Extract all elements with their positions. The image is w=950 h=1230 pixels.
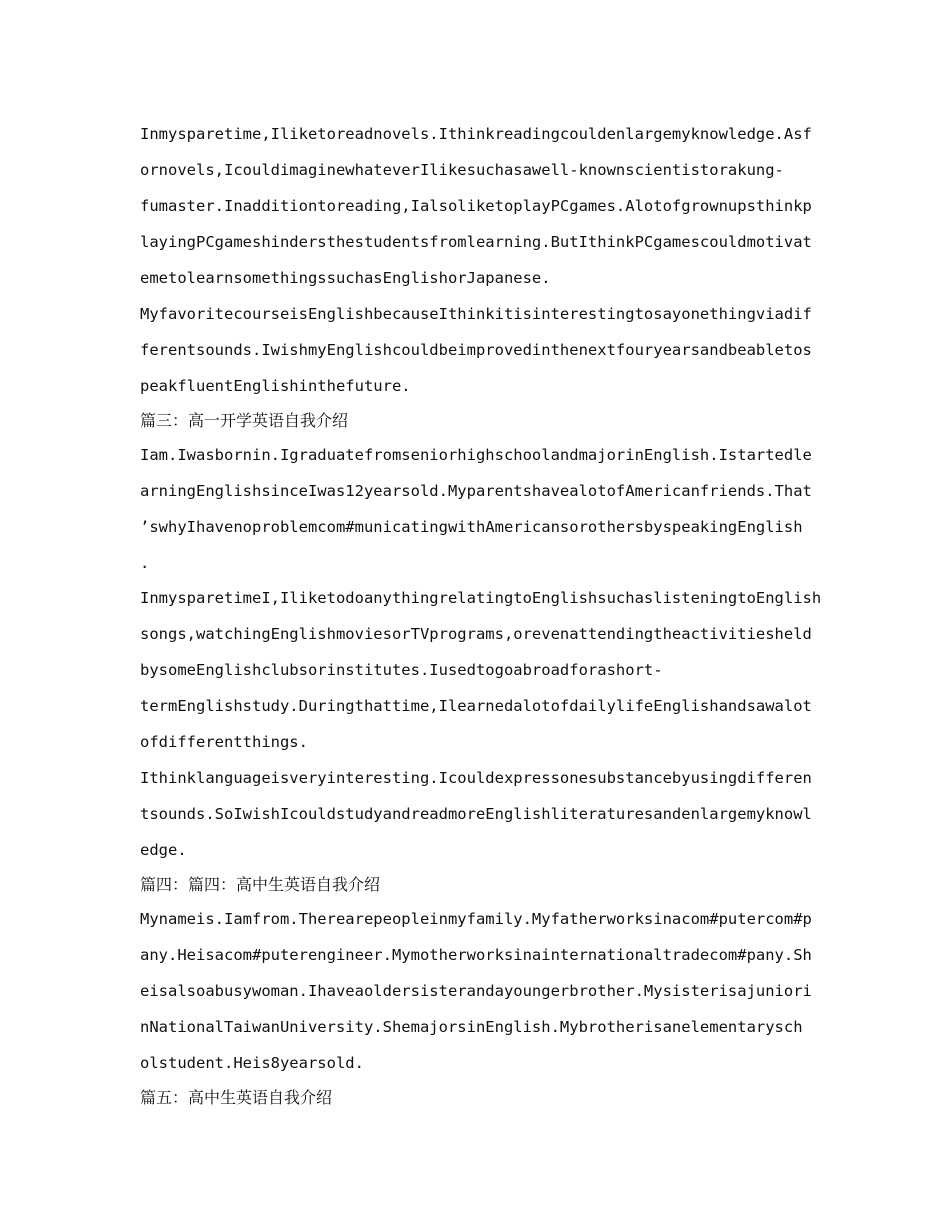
text-line: ornovels,IcouldimaginewhateverIlikesuchasawell-knownscientistorakung- xyxy=(140,161,784,179)
text-line: emetolearnsomethingssuchasEnglishorJapanese. xyxy=(140,269,551,287)
text-line: edge. xyxy=(140,841,187,859)
section-heading-5: 篇五：高中生英语自我介绍 xyxy=(140,1088,333,1107)
text-line: layingPCgameshindersthestudentsfromlearning.ButIthinkPCgamescouldmotivat xyxy=(140,233,812,251)
text-line: . xyxy=(140,554,150,572)
text-line: nNationalTaiwanUniversity.ShemajorsinEnglish.Mybrotherisanelementarysch xyxy=(140,1018,803,1036)
text-line: ’swhyIhavenoproblemcom#municatingwithAmericansorothersbyspeakingEnglish xyxy=(140,518,803,536)
text-line: eisalsoabusywoman.Ihaveaoldersisterandayoungerbrother.Mysisterisajuniori xyxy=(140,982,812,1000)
text-line: peakfluentEnglishinthefuture. xyxy=(140,377,411,395)
text-line: ferentsounds.IwishmyEnglishcouldbeimprovedinthenextfouryearsandbeabletos xyxy=(140,341,812,359)
text-line: olstudent.Heis8yearsold. xyxy=(140,1054,364,1072)
text-line: bysomeEnglishclubsorinstitutes.Iusedtogoabroadforashort- xyxy=(140,661,663,679)
text-line: arningEnglishsinceIwas12yearsold.MyparentshavealotofAmericanfriends.That xyxy=(140,482,812,500)
text-line: ofdifferentthings. xyxy=(140,733,308,751)
text-line: songs,watchingEnglishmoviesorTVprograms,orevenattendingtheactivitiesheld xyxy=(140,625,812,643)
text-line: MyfavoritecourseisEnglishbecauseIthinkitisinterestingtosayonethingviadif xyxy=(140,305,812,323)
text-line: any.Heisacom#puterengineer.Mymotherworksinainternationaltradecom#pany.Sh xyxy=(140,946,812,964)
text-line: Mynameis.Iamfrom.Therearepeopleinmyfamily.Myfatherworksinacom#putercom#p xyxy=(140,910,812,928)
text-line: InmysparetimeI,IliketodoanythingrelatingtoEnglishsuchaslisteningtoEnglish xyxy=(140,589,822,607)
section-heading-4: 篇四：篇四：高中生英语自我介绍 xyxy=(140,875,381,894)
text-line: fumaster.Inadditiontoreading,IalsoliketoplayPCgames.Alotofgrownupsthinkp xyxy=(140,197,812,215)
text-line: Iam.Iwasbornin.IgraduatefromseniorhighschoolandmajorinEnglish.Istartedle xyxy=(140,446,812,464)
text-line: termEnglishstudy.Duringthattime,IlearnedalotofdailylifeEnglishandsawalot xyxy=(140,697,812,715)
section-heading-3: 篇三：高一开学英语自我介绍 xyxy=(140,411,349,430)
text-line: Inmysparetime,Iliketoreadnovels.Ithinkreadingcouldenlargemyknowledge.Asf xyxy=(140,125,812,143)
text-line: tsounds.SoIwishIcouldstudyandreadmoreEnglishliteraturesandenlargemyknowl xyxy=(140,805,812,823)
text-line: Ithinklanguageisveryinteresting.Icouldexpressonesubstancebyusingdifferen xyxy=(140,769,812,787)
document-page xyxy=(140,116,820,1114)
